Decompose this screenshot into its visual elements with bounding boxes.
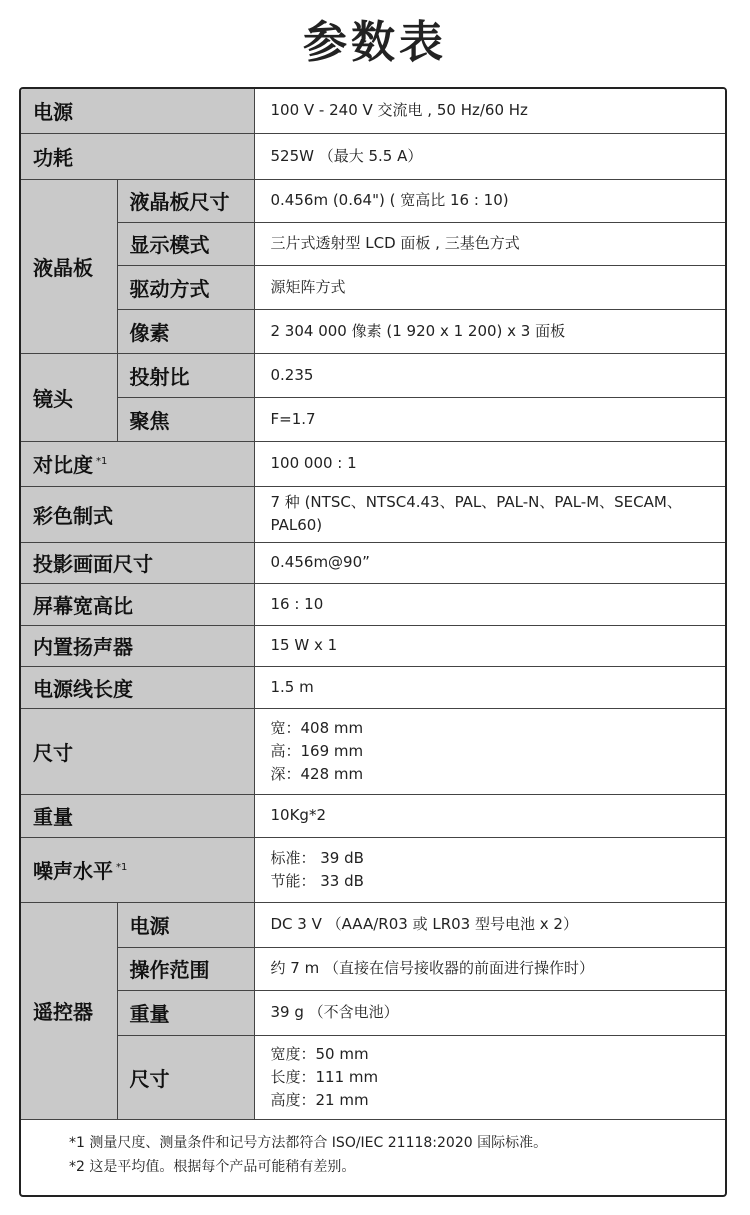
footnote-marker: *1: [116, 862, 128, 874]
row-value: F=1.7: [254, 397, 725, 441]
sub-label: 显示模式: [117, 222, 254, 265]
row-value: 约 7 m （直接在信号接收器的前面进行操作时）: [254, 947, 725, 990]
row-value: [254, 1035, 725, 1119]
table-row: [21, 179, 725, 222]
sub-label: 液晶板尺寸: [117, 179, 254, 222]
row-value: 三片式透射型 LCD 面板 , 三基色方式: [254, 222, 725, 265]
table-row: [21, 708, 725, 794]
value-line: 宽度：50 mm: [270, 1044, 369, 1063]
row-label: 屏幕宽高比: [21, 583, 254, 625]
row-label: 功耗: [21, 133, 254, 179]
value-line: 标准： 39 dB: [270, 848, 364, 867]
table-row: [21, 353, 725, 397]
table-row: [21, 947, 725, 990]
table-row: [21, 837, 725, 902]
table-row: [21, 222, 725, 265]
value-line: 7 种 (NTSC、NTSC4.43、PAL、PAL-N、PAL-M、SECAM、: [270, 493, 682, 511]
sub-label: 像素: [117, 309, 254, 353]
row-value: 10Kg*2: [254, 794, 725, 837]
value-line: PAL60): [270, 516, 323, 534]
row-value: 15 W x 1: [254, 625, 725, 666]
table-row: [21, 794, 725, 837]
row-value: 0.456m@90”: [254, 542, 725, 583]
value-line: 深：428 mm: [270, 764, 364, 783]
sub-label: 驱动方式: [117, 265, 254, 309]
footnote: *1 测量尺度、测量条件和记号方法都符合 ISO/IEC 21118:2020 国际标准。: [69, 1135, 548, 1151]
table-row: [21, 990, 725, 1035]
row-value: 0.456m (0.64") ( 宽高比 16 : 10): [254, 179, 725, 222]
table-row: [21, 583, 725, 625]
value-line: 宽：408 mm: [270, 718, 364, 737]
row-value: 源矩阵方式: [254, 265, 725, 309]
table-row: [21, 265, 725, 309]
row-value: [254, 837, 725, 902]
row-label: 内置扬声器: [21, 625, 254, 666]
row-label: 电源: [21, 89, 254, 133]
table-row: [21, 666, 725, 708]
sub-label: 操作范围: [117, 947, 254, 990]
row-value: DC 3 V （AAA/R03 或 LR03 型号电池 x 2）: [254, 902, 725, 947]
table-row: [21, 309, 725, 353]
row-value: 100 V - 240 V 交流电 , 50 Hz/60 Hz: [254, 89, 725, 133]
row-value: [254, 708, 725, 794]
row-value: 39 g （不含电池）: [254, 990, 725, 1035]
row-label: 重量: [21, 794, 254, 837]
value-line: 高度：21 mm: [270, 1090, 369, 1109]
footnote: *2 这是平均值。根据每个产品可能稍有差别。: [69, 1159, 356, 1175]
footnote-marker: *1: [96, 456, 108, 468]
value-line: 高：169 mm: [270, 741, 364, 760]
row-label: 尺寸: [21, 708, 254, 794]
table-row: [21, 625, 725, 666]
table-row: [21, 902, 725, 947]
row-value: 100 000 : 1: [254, 441, 725, 486]
sub-label: 电源: [117, 902, 254, 947]
row-value: 525W （最大 5.5 A）: [254, 133, 725, 179]
group-label: 镜头: [21, 353, 117, 441]
row-value: [254, 486, 725, 542]
page-title: 参数表: [303, 17, 447, 68]
row-value: 16 : 10: [254, 583, 725, 625]
contrast-label: 对比度: [33, 453, 93, 477]
row-label: 彩色制式: [21, 486, 254, 542]
row-value: 2 304 000 像素 (1 920 x 1 200) x 3 面板: [254, 309, 725, 353]
value-line: 长度：111 mm: [270, 1067, 379, 1086]
value-line: 节能： 33 dB: [270, 871, 364, 890]
spec-table: [21, 89, 725, 1120]
table-row: [21, 542, 725, 583]
spec-table-frame: [19, 87, 727, 1197]
group-label: 液晶板: [21, 179, 117, 353]
noise-label: 噪声水平: [33, 859, 113, 883]
sub-label: 重量: [117, 990, 254, 1035]
row-label: 投影画面尺寸: [21, 542, 254, 583]
group-label: 遥控器: [21, 902, 117, 1119]
table-row: [21, 89, 725, 133]
row-label: 电源线长度: [21, 666, 254, 708]
row-value: 1.5 m: [254, 666, 725, 708]
table-row: [21, 486, 725, 542]
table-row: [21, 133, 725, 179]
row-label: [21, 837, 254, 902]
sub-label: 投射比: [117, 353, 254, 397]
table-row: [21, 441, 725, 486]
sub-label: 聚焦: [117, 397, 254, 441]
sub-label: 尺寸: [117, 1035, 254, 1119]
table-row: [21, 397, 725, 441]
row-label: [21, 441, 254, 486]
table-row: [21, 1035, 725, 1119]
row-value: 0.235: [254, 353, 725, 397]
footnotes: [21, 1119, 725, 1179]
